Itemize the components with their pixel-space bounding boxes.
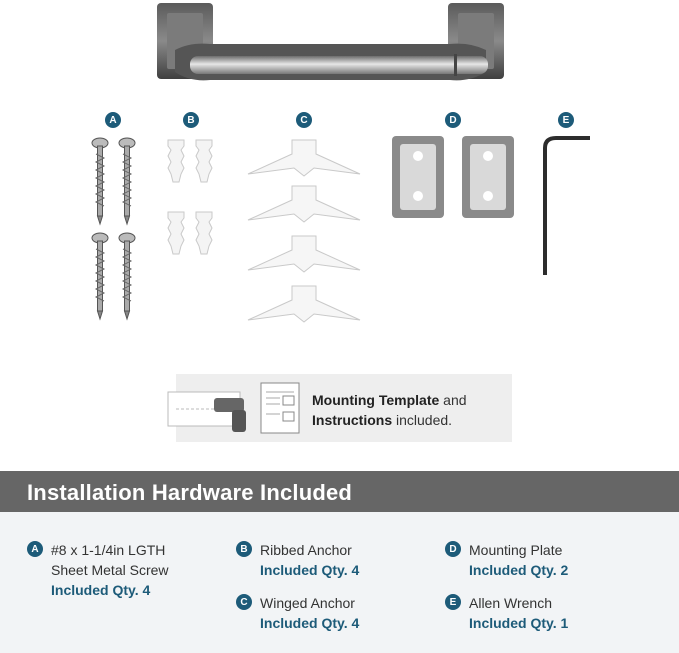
template-line1-bold: Mounting Template [312,392,440,408]
hardware-list-panel [0,512,679,653]
item-b-name: Ribbed Anchor [260,542,352,558]
item-c-name: Winged Anchor [260,595,355,611]
item-d-qty: Included Qty. 2 [469,562,569,578]
item-badge-c: C [236,594,252,610]
item-c-qty: Included Qty. 4 [260,615,360,631]
badge-c: C [296,112,312,128]
item-a-name-line2: Sheet Metal Screw [51,562,169,578]
badge-d: D [445,112,461,128]
item-badge-a: A [27,541,43,557]
template-line2-rest: included. [392,412,453,428]
template-caption [312,390,512,430]
item-badge-d: D [445,541,461,557]
item-badge-b: B [236,541,252,557]
item-e-qty: Included Qty. 1 [469,615,569,631]
section-title-bar [0,471,679,512]
template-line1-rest: and [439,392,467,408]
item-a-name-line1: #8 x 1-1/4in LGTH [51,542,166,558]
item-badge-e: E [445,594,461,610]
badge-e: E [558,112,574,128]
section-title: Installation Hardware Included [27,480,353,505]
item-b-qty: Included Qty. 4 [260,562,360,578]
item-e-name: Allen Wrench [469,595,553,611]
template-line2-bold: Instructions [312,412,393,428]
item-d-name: Mounting Plate [469,542,563,558]
badge-b: B [183,112,199,128]
item-a-qty: Included Qty. 4 [51,582,151,598]
badge-a: A [105,112,121,128]
